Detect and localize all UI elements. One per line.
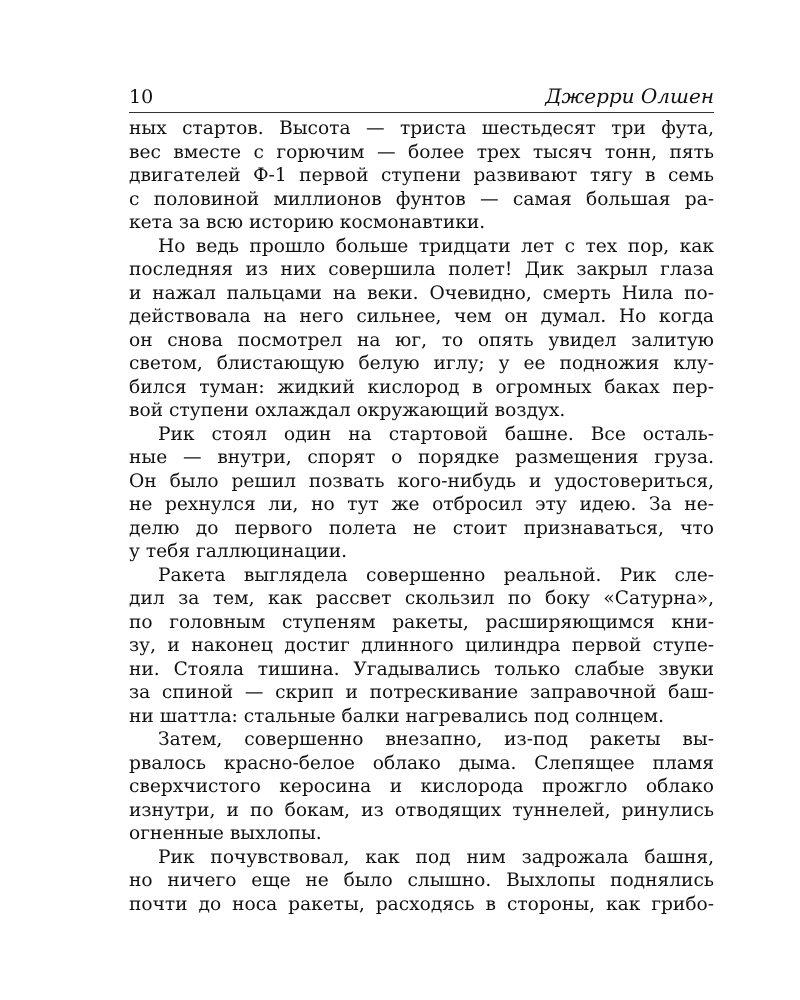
text-line: с половиной миллионов фунтов — самая большая ра- (129, 188, 714, 210)
text-line: ни шаттла: стальные балки нагревались под солнцем. (129, 705, 664, 727)
paragraph (129, 728, 714, 846)
paragraph (129, 117, 714, 235)
text-line: Рик стоял один на стартовой башне. Все осталь- (158, 423, 714, 445)
text-line: по головным ступеням ракеты, расширяющимся кни- (129, 611, 714, 633)
page-number: 10 (129, 86, 154, 108)
paragraph (129, 564, 714, 729)
header-rule (129, 112, 714, 113)
text-line: последняя из них совершила полет! Дик закрыл глаза (129, 259, 714, 280)
text-line: у тебя галлюцинации. (129, 541, 348, 562)
text-line: за спиной — скрип и потрескивание заправочной баш- (129, 682, 714, 703)
text-line: рвалось красно-белое облако дыма. Слепящее пламя (129, 752, 714, 774)
text-line: вес вместе с горючим — более трех тысяч тонн, пять (129, 141, 714, 163)
text-line: кета за всю историю космонавтики. (129, 212, 486, 233)
text-line: огненные выхлопы. (129, 823, 322, 844)
running-head (129, 84, 714, 112)
text-line: но ничего еще не было слышно. Выхлопы поднялись (129, 870, 714, 891)
text-line: Рик почувствовал, как под ним задрожала башня, (158, 846, 714, 868)
text-line: Ракета выглядела совершенно реальной. Рик сле- (158, 564, 714, 586)
text-line: Но ведь прошло больше тридцати лет с тех пор, как (158, 235, 714, 257)
text-line: ных стартов. Высота — триста шестьдесят три фута, (129, 118, 714, 139)
text-line: ные — внутри, спорят о порядке размещения груза. (129, 447, 714, 468)
text-line: делю до первого полета не стоит признаваться, что (129, 517, 714, 539)
text-line: и нажал пальцами на веки. Очевидно, смерть Нила по- (129, 282, 714, 304)
text-line: Затем, совершенно внезапно, из-под ракеты вы- (158, 729, 714, 750)
text-line: не рехнулся ли, но тут же отбросил эту идею. За не- (129, 494, 714, 515)
text-line: Он было решил позвать кого-нибудь и удостовериться, (129, 470, 714, 492)
paragraph (129, 846, 714, 917)
running-head-author: Джерри Олшен (545, 84, 714, 108)
text-line: двигателей Ф-1 первой ступени развивают тягу в семь (129, 165, 714, 186)
body-text (129, 117, 714, 916)
text-line: светом, блистающую белую иглу; у ее подножия клу- (129, 353, 714, 374)
text-line: сверхчистого керосина и кислорода прожгло облако (129, 776, 714, 797)
text-line: дил за тем, как рассвет скользил по боку «Сатурна», (129, 588, 714, 609)
text-line: зу, и наконец достиг длинного цилиндра первой ступе- (129, 635, 714, 656)
paragraph (129, 423, 714, 564)
paragraph (129, 235, 714, 423)
text-line: вой ступени охлаждал окружающий воздух. (129, 400, 566, 421)
text-line: действовала на него сильнее, чем он думал. Но когда (129, 306, 714, 327)
text-line: изнутри, и по бокам, из отводящих туннелей, ринулись (129, 799, 714, 821)
text-line: бился туман: жидкий кислород в огромных баках пер- (129, 376, 714, 398)
text-line: почти до носа ракеты, расходясь в стороны, как грибо- (129, 893, 714, 915)
text-line: он снова посмотрел на юг, то опять увидел залитую (129, 329, 714, 351)
text-line: ни. Стояла тишина. Угадывались только слабые звуки (129, 658, 714, 680)
